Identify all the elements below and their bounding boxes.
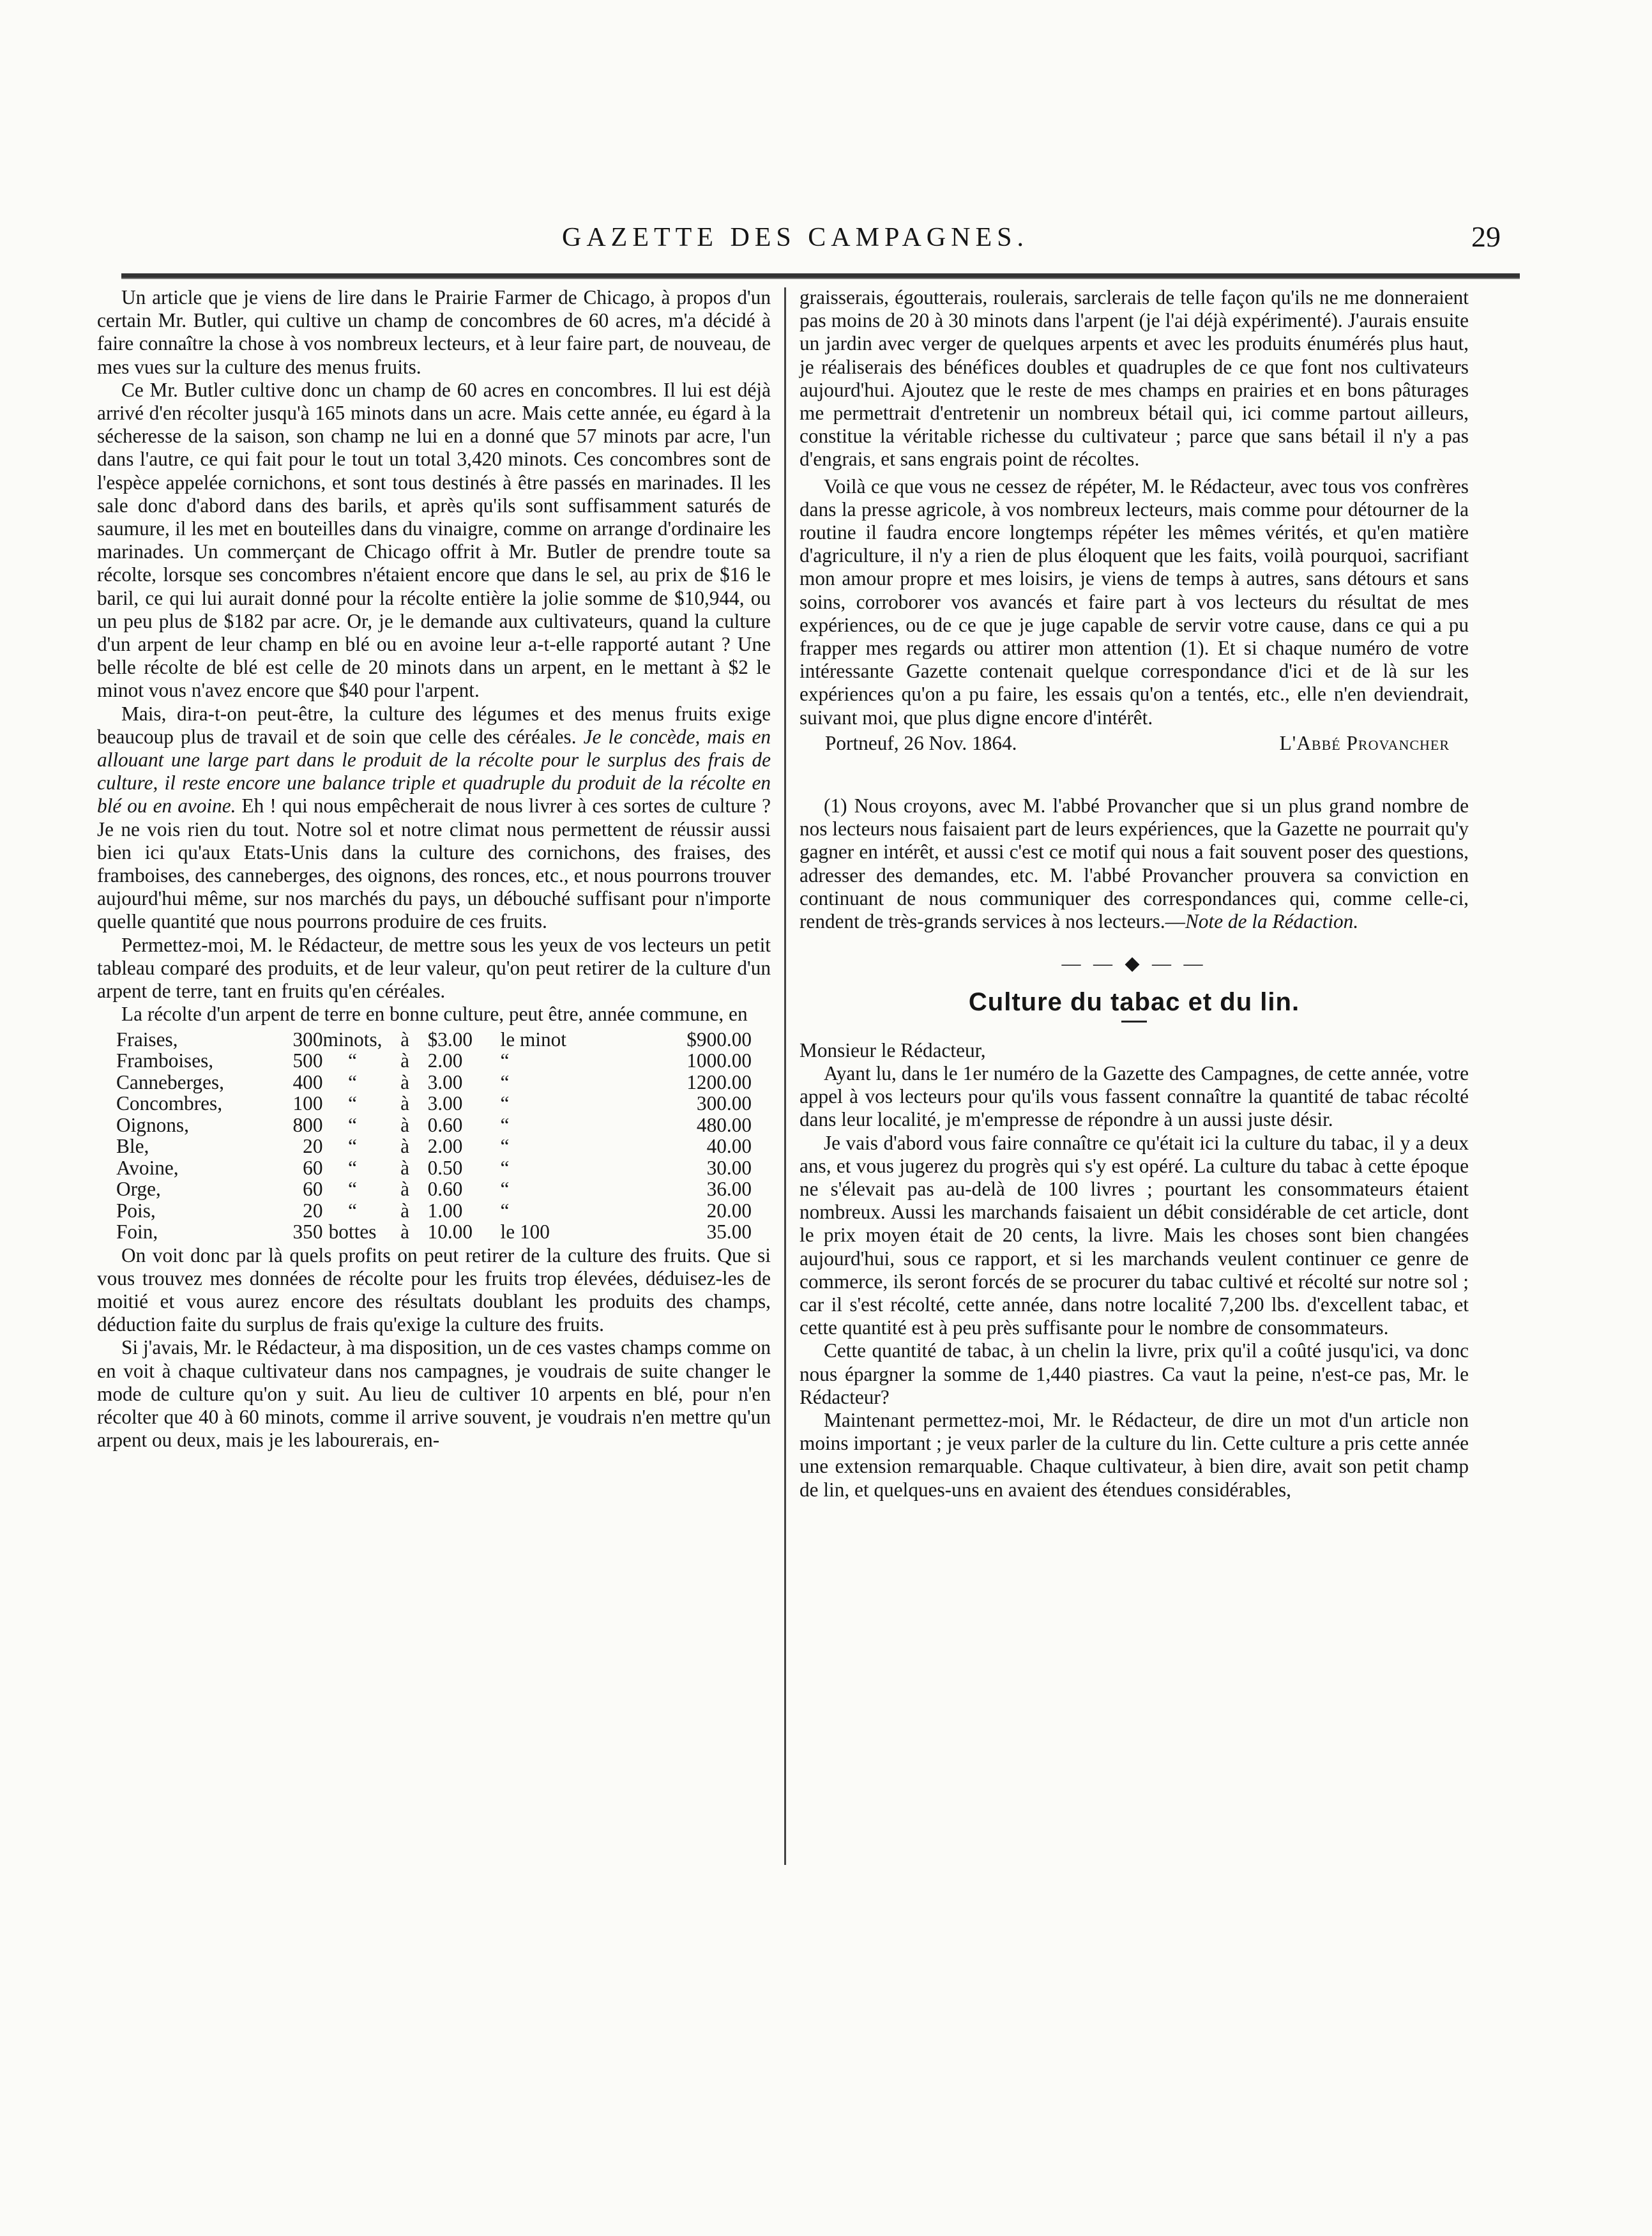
crop-row — [97, 1072, 771, 1093]
crop-a-cell: à — [400, 1028, 409, 1051]
crop-price-cell: 0.50 — [427, 1156, 463, 1179]
paragraph: On voit donc par là quels profits on peut retirer de la culture des fruits. Que si vous trouvez mes données de récolte pour les fruits trop élevées, déduisez-les de moitié et vous aurez encore des résultats doublant les produits des champs, déduction faite du surplus de frais qu'exige la culture des fruits. — [97, 1243, 771, 1336]
crop-total-cell: 36.00 — [706, 1178, 752, 1200]
crop-unit-cell: “ — [348, 1178, 357, 1200]
crop-price-cell: 0.60 — [427, 1113, 463, 1136]
crop-name-cell: Oignons, — [116, 1113, 189, 1136]
crop-qty-cell: 300 — [292, 1028, 323, 1051]
running-title: GAZETTE DES CAMPAGNES. — [562, 223, 1029, 252]
crop-price-cell: 10.00 — [427, 1221, 473, 1243]
spacer — [799, 755, 1469, 795]
signature-author: L'Abbé Provancher — [1279, 731, 1450, 754]
crop-row — [97, 1200, 771, 1222]
crop-a-cell: à — [400, 1199, 409, 1222]
column-rule — [784, 287, 786, 1865]
section-title: Culture du tabac et du lin. — [968, 988, 1300, 1017]
crop-a-cell: à — [400, 1135, 409, 1157]
crop-unit-cell: “ — [348, 1113, 357, 1136]
crop-name-cell: Concombres, — [116, 1092, 223, 1114]
crop-total-cell: 300.00 — [696, 1092, 752, 1114]
paragraph: graisserais, égoutterais, roulerais, sarclerais de telle façon qu'ils ne me donneraient pas moins de 20 à 30 minots dans l'arpent (je l'ai déjà expérimenté). J'aurais ensuite un jardin avec verger de quelques arpents et avec les produits énumérés plus haut, je réaliserais des bénéfices doubles et quadruples de ce que font nos cultivateurs aujourd'hui. Ajoutez que le reste de mes champs en prairies et en bons pâturages me permettrait d'entretenir un nombreux bétail qui, ici comme partout ailleurs, constitue la véritable richesse du cultivateur ; parce que sans bétail il n'y a pas d'engrais, et sans engrais point de récoltes. — [799, 286, 1469, 471]
paragraph-text: Eh ! qui nous empêcherait de nous livrer à ces sortes de culture ? Je ne vois rien du tout. Notre sol et notre climat nous permettent de réussir aussi bien ici qu'aux Etats-Unis dans la culture des cornichons, des fraises, des framboises, des canneberges, des oignons, des ronces, etc., et nous pourrons trouver aujourd'hui même, sur nos marchés du pays, un débouché suffisant pour n'importe quelle quantité que nous pourrons produire de ces fruits. — [97, 795, 771, 933]
crop-qty-cell: 20 — [303, 1199, 323, 1222]
footnote-text: (1) Nous croyons, avec M. l'abbé Provancher que si un plus grand nombre de nos lecteurs nous faisaient part de leurs expériences, que la Gazette ne pourrait qu'y gagner en intérêt, et aussi c'est ce motif qui nous a fait souvent poser des questions, adresser des demandes, etc. M. l'abbé Provancher prouvera sa conviction en continuant de nous communiquer des correspondances qui, comme celle-ci, rendent de très-grands services à nos lecteurs.— — [799, 795, 1469, 933]
crop-per-cell: “ — [500, 1070, 510, 1093]
crop-total-cell: 20.00 — [706, 1199, 752, 1222]
crop-name-cell: Framboises, — [116, 1049, 214, 1072]
crop-row — [97, 1029, 771, 1051]
signature-place-date: Portneuf, 26 Nov. 1864. — [825, 731, 1017, 754]
crop-unit-cell: bottes — [328, 1221, 377, 1243]
signature-line — [799, 732, 1469, 755]
crop-total-cell: 40.00 — [706, 1135, 752, 1157]
crop-per-cell: “ — [500, 1135, 510, 1157]
crop-price-cell: 3.00 — [427, 1070, 463, 1093]
crop-qty-cell: 60 — [303, 1178, 323, 1200]
crop-qty-cell: 800 — [292, 1113, 323, 1136]
paragraph: Un article que je viens de lire dans le Prairie Farmer de Chicago, à propos d'un certain Mr. Butler, qui cultive un champ de concombres de 60 acres, m'a décidé à faire connaître la chose à vos nombreux lecteurs, et à leur faire part, de nouveau, de mes vues sur la culture des menus fruits. — [97, 286, 771, 378]
crop-price-cell: 2.00 — [427, 1135, 463, 1157]
crop-qty-cell: 60 — [303, 1156, 323, 1179]
crop-row — [97, 1178, 771, 1200]
paragraph: Ce Mr. Butler cultive donc un champ de 60 acres en concombres. Il lui est déjà arrivé d'en récolter jusqu'à 165 minots dans un acre. Mais cette année, eu égard à la sécheresse de la saison, son champ ne lui en a donné que 57 minots par acre, l'un dans l'autre, ce qui fait pour le tout un total 3,420 minots. Ces concombres sont de l'espèce appelée cornichons, et sont tous destinés à être passés en marinades. Il les sale donc d'abord dans des barils, et après qu'ils sont suffisamment saturés de saumure, il les met en bouteilles dans du vinaigre, comme on arrange d'ordinaire les marinades. Un commerçant de Chicago offrit à Mr. Butler de prendre toute sa récolte, lorsque ses concombres n'étaient encore que dans le sel, au prix de $16 le baril, ce qui lui aurait donné pour la récolte entière la jolie somme de $10,944, ou un peu plus de $182 par acre. Or, je le demande aux cultivateurs, quand la culture d'un arpent de leur champ en blé ou en avoine leur a-t-elle rapporté autant ? Une belle récolte de blé est celle de 20 minots dans un arpent, en le mettant à $2 le minot vous n'avez encore que $40 pour l'arpent. — [97, 378, 771, 702]
section-ornament: — — ◆ — — — [1061, 953, 1207, 975]
crop-price-cell: 2.00 — [427, 1049, 463, 1072]
title-dash — [1121, 1021, 1147, 1023]
crop-a-cell: à — [400, 1156, 409, 1179]
crop-total-cell: 1000.00 — [686, 1049, 752, 1072]
crop-row — [97, 1050, 771, 1072]
crop-total-cell: 35.00 — [706, 1221, 752, 1243]
paragraph: La récolte d'un arpent de terre en bonne culture, peut être, année commune, en — [121, 1003, 748, 1026]
paragraph: Cette quantité de tabac, à un chelin la livre, prix qu'il a coûté jusqu'ici, va donc nous épargner la somme de 1,440 piastres. Ca vaut la peine, n'est-ce pas, Mr. le Rédacteur? — [799, 1339, 1469, 1408]
crop-total-cell: 30.00 — [706, 1156, 752, 1179]
crop-row — [97, 1093, 771, 1114]
paragraph — [97, 703, 771, 934]
crop-yield-table — [97, 1029, 771, 1243]
paragraph: Si j'avais, Mr. le Rédacteur, à ma disposition, un de ces vastes champs comme on en voit à chaque cultivateur dans nos campagnes, je voudrais de suite changer le mode de culture qu'on y suit. Au lieu de cultiver 10 arpents en blé, pour n'en récolter que 40 à 60 minots, comme il arrive souvent, je voudrais n'en mettre qu'un arpent ou deux, mais je les labourerais, en- — [97, 1336, 771, 1452]
header-rule — [121, 273, 1520, 279]
crop-total-cell: 480.00 — [696, 1113, 752, 1136]
crop-name-cell: Avoine, — [116, 1156, 179, 1179]
crop-a-cell: à — [400, 1092, 409, 1114]
crop-qty-cell: 100 — [292, 1092, 323, 1114]
crop-per-cell: “ — [500, 1199, 510, 1222]
crop-qty-cell: 400 — [292, 1070, 323, 1093]
crop-per-cell: “ — [500, 1178, 510, 1200]
footnote-signature: Note de la Rédaction. — [1185, 910, 1359, 933]
crop-per-cell: “ — [500, 1156, 510, 1179]
paragraph-text: Mais, dira-t-on peut-être, la culture des légumes et des menus fruits exige beaucoup plus de travail et de soin que celle des céréales. — [97, 702, 771, 748]
paragraph: Permettez-moi, M. le Rédacteur, de mettre sous les yeux de vos lecteurs un petit tableau comparé des produits, et de leur valeur, qu'on peut retirer de la culture d'un arpent de terre, tant en fruits qu'en céréales. — [97, 933, 771, 1003]
page-header — [115, 222, 1539, 261]
crop-qty-cell: 500 — [292, 1049, 323, 1072]
crop-name-cell: Pois, — [116, 1199, 156, 1222]
crop-name-cell: Foin, — [116, 1221, 158, 1243]
salutation: Monsieur le Rédacteur, — [799, 1038, 986, 1061]
crop-row — [97, 1136, 771, 1157]
paragraph: Maintenant permettez-moi, Mr. le Rédacteur, de dire un mot d'un article non moins important ; je veux parler de la culture du lin. Cette culture a pris cette année une extension remarquable. Chaque cultivateur, à bien dire, avait son petit champ de lin, et quelques-uns en avaient des étendues considérables, — [799, 1408, 1469, 1501]
crop-per-cell: “ — [500, 1049, 510, 1072]
crop-a-cell: à — [400, 1049, 409, 1072]
crop-row — [97, 1114, 771, 1136]
paragraph: Ayant lu, dans le 1er numéro de la Gazette des Campagnes, de cette année, votre appel à vos lecteurs pour qu'ils vous fassent connaître la quantité de tabac récolté dans leur localité, je m'empresse de répondre à un aussi juste désir. — [799, 1061, 1469, 1131]
crop-unit-cell: “ — [348, 1156, 357, 1179]
crop-price-cell: $3.00 — [427, 1028, 473, 1051]
crop-unit-cell: “ — [348, 1135, 357, 1157]
crop-qty-cell: 350 — [292, 1221, 323, 1243]
crop-total-cell: 1200.00 — [686, 1070, 752, 1093]
paragraph: Voilà ce que vous ne cessez de répéter, M. le Rédacteur, avec tous vos confrères dans la presse agricole, à vos nombreux lecteurs, mais comme pour détourner de la routine il faudra encore longtemps répéter les mêmes vérités, et qu'en matière d'agriculture, il n'y a rien de plus éloquent que les faits, voilà pourquoi, sacrifiant mon amour propre et mes loisirs, je viens de temps à autres, sans détours et sans soins, corroborer vos avancés et faire part à vos lecteurs du résultat de mes expériences, ou de ce que je juge capable de servir votre cause, dans ce qui a pu frapper mes regards ou attirer mon attention (1). Et si chaque numéro de votre intéressante Gazette contenait quelque correspondance d'ici et de là sur les expériences qu'on a pu faire, les essais qu'on a tentés, etc., elle n'en deviendrait, suivant moi, que plus digne encore d'intérêt. — [799, 475, 1469, 729]
page-number: 29 — [1471, 220, 1501, 253]
crop-name-cell: Orge, — [116, 1178, 161, 1200]
crop-unit-cell: “ — [348, 1049, 357, 1072]
crop-name-cell: Ble, — [116, 1135, 149, 1157]
crop-a-cell: à — [400, 1178, 409, 1200]
paragraph: Je vais d'abord vous faire connaître ce qu'était ici la culture du tabac, il y a deux ans, et vous jugerez du progrès qui s'y est opéré. La culture du tabac à cette époque ne s'élevait pas au-delà de 100 livres ; pourtant les consommateurs étaient nombreux. Aussi les marchands faisaient un débit considérable de cet article, dont le prix moyen était de 20 cents, la livre. Mais les choses sont bien changées aujourd'hui, sous ce rapport, et si les marchands veulent continuer ce genre de commerce, ils seront forcés de se procurer du tabac cultivé et récolté sur notre sol ; car il s'est récolté, cette année, dans notre localité 7,200 lbs. d'excellent tabac, et cette quantité est à peu près suffisante pour le nombre de consommateurs. — [799, 1131, 1469, 1339]
crop-price-cell: 3.00 — [427, 1092, 463, 1114]
crop-qty-cell: 20 — [303, 1135, 323, 1157]
crop-unit-cell: “ — [348, 1092, 357, 1114]
left-column — [97, 286, 771, 1452]
right-column — [799, 286, 1469, 1502]
crop-row — [97, 1221, 771, 1243]
crop-per-cell: “ — [500, 1113, 510, 1136]
crop-a-cell: à — [400, 1113, 409, 1136]
crop-per-cell: le minot — [500, 1028, 566, 1051]
crop-unit-cell: “ — [348, 1199, 357, 1222]
crop-a-cell: à — [400, 1070, 409, 1093]
crop-a-cell: à — [400, 1221, 409, 1243]
paragraph-emphasis: Je le concède, mais en allouant une large part dans le produit de la récolte pour le surplus des frais de culture, il reste encore une balance triple et quadruple du produit de la récolte en blé ou en avoine. — [97, 725, 771, 818]
crop-unit-cell: “ — [348, 1070, 357, 1093]
crop-name-cell: Fraises, — [116, 1028, 178, 1051]
crop-row — [97, 1157, 771, 1179]
crop-per-cell: “ — [500, 1092, 510, 1114]
crop-name-cell: Canneberges, — [116, 1070, 224, 1093]
footnote — [799, 795, 1469, 933]
crop-price-cell: 1.00 — [427, 1199, 463, 1222]
crop-price-cell: 0.60 — [427, 1178, 463, 1200]
crop-total-cell: $900.00 — [686, 1028, 752, 1051]
crop-unit-cell: minots, — [322, 1028, 383, 1051]
crop-per-cell: le 100 — [500, 1221, 550, 1243]
